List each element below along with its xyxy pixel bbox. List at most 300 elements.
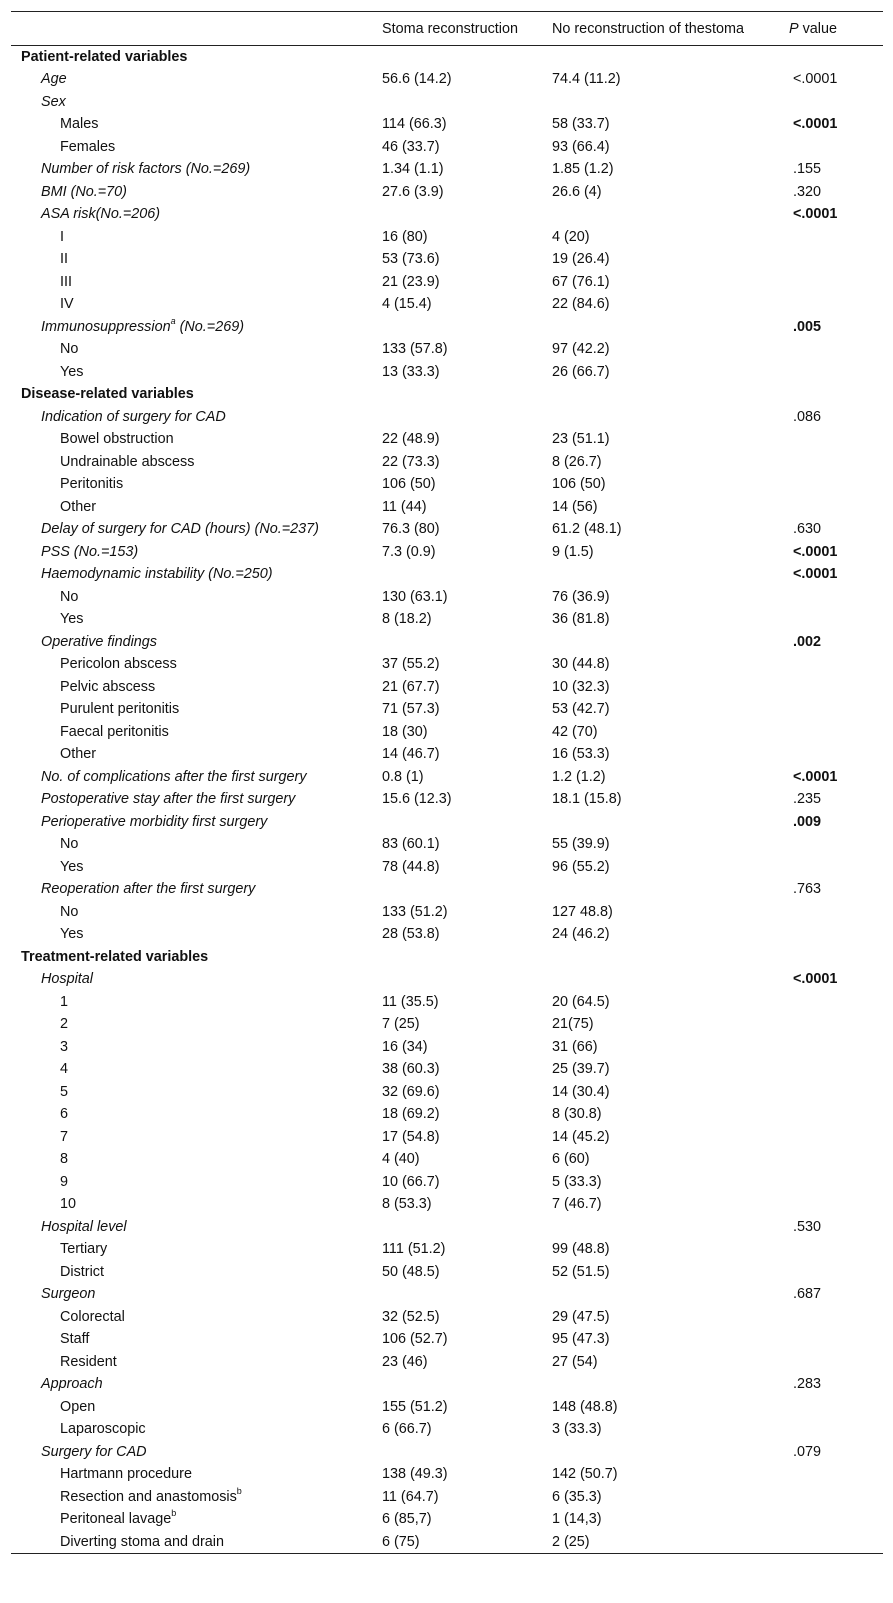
stoma-reconstruction-value: 6 (75) — [382, 1531, 552, 1554]
no-reconstruction-value: 93 (66.4) — [552, 138, 610, 155]
no-reconstruction-value — [552, 1373, 783, 1396]
row-label-text: Surgeon — [41, 1286, 96, 1303]
variable-label — [11, 181, 382, 204]
table-row — [11, 226, 883, 249]
stoma-reconstruction-value: 21 (23.9) — [382, 273, 440, 290]
row-label-text: 7 — [60, 1128, 69, 1145]
category-label — [11, 1058, 382, 1081]
p-value: <.0001 — [793, 566, 838, 583]
table-row — [11, 743, 883, 766]
row-label-text: Faecal peritonitis — [60, 723, 169, 740]
stoma-reconstruction-value: 14 (46.7) — [382, 746, 440, 763]
stoma-reconstruction-value: 7 (25) — [382, 1016, 420, 1033]
stoma-reconstruction-value — [382, 203, 552, 226]
row-label-text: Disease-related variables — [21, 386, 194, 403]
p-value — [783, 1238, 883, 1261]
header-variable — [11, 12, 382, 46]
stoma-reconstruction-value: 4 (40) — [382, 1151, 420, 1168]
table-row — [11, 1216, 883, 1239]
variable-label — [11, 788, 382, 811]
header-row — [11, 12, 883, 46]
row-label-text: Peritonitis — [60, 476, 124, 493]
no-reconstruction-value — [552, 1283, 783, 1306]
footnote-marker: b — [236, 1485, 242, 1496]
stoma-reconstruction-value: 4 (15.4) — [382, 296, 432, 313]
category-label — [11, 991, 382, 1014]
category-label — [11, 451, 382, 474]
stoma-reconstruction-value — [382, 968, 552, 991]
no-reconstruction-value: 95 (47.3) — [552, 1331, 610, 1348]
no-reconstruction-value — [552, 316, 783, 339]
no-reconstruction-value — [552, 878, 783, 901]
p-value: <.0001 — [793, 71, 838, 88]
table-row — [11, 91, 883, 114]
row-label-text: Other — [60, 746, 96, 763]
no-reconstruction-value: 31 (66) — [552, 1038, 598, 1055]
no-reconstruction-value: 20 (64.5) — [552, 993, 610, 1010]
no-reconstruction-value: 30 (44.8) — [552, 656, 610, 673]
stoma-reconstruction-value: 114 (66.3) — [382, 116, 447, 133]
no-reconstruction-value: 76 (36.9) — [552, 588, 610, 605]
stoma-reconstruction-value: 0.8 (1) — [382, 768, 424, 785]
p-value — [783, 248, 883, 271]
row-label-text: Yes — [60, 926, 84, 943]
row-label-text: 2 — [60, 1016, 69, 1033]
section-header-row — [11, 46, 883, 69]
variable-label — [11, 91, 382, 114]
stoma-reconstruction-value — [382, 1373, 552, 1396]
row-label-text: II — [60, 251, 68, 268]
stoma-reconstruction-value: 6 (85,7) — [382, 1511, 432, 1528]
variable-label — [11, 563, 382, 586]
no-reconstruction-value: 99 (48.8) — [552, 1241, 610, 1258]
variable-label — [11, 541, 382, 564]
p-value — [783, 1396, 883, 1419]
no-reconstruction-value: 23 (51.1) — [552, 431, 610, 448]
no-reconstruction-value: 1.2 (1.2) — [552, 768, 606, 785]
stoma-reconstruction-value: 8 (53.3) — [382, 1196, 432, 1213]
p-value — [783, 721, 883, 744]
stoma-reconstruction-value: 53 (73.6) — [382, 251, 440, 268]
category-label — [11, 856, 382, 879]
p-value — [783, 743, 883, 766]
no-reconstruction-value — [552, 203, 783, 226]
category-label — [11, 271, 382, 294]
stoma-reconstruction-value: 22 (48.9) — [382, 431, 440, 448]
no-reconstruction-value: 61.2 (48.1) — [552, 521, 622, 538]
p-value: .155 — [793, 161, 822, 178]
p-value — [783, 856, 883, 879]
table-row — [11, 653, 883, 676]
row-label-text: Resident — [60, 1353, 117, 1370]
row-label-text: Indication of surgery for CAD — [41, 408, 226, 425]
table-row — [11, 676, 883, 699]
p-value: .530 — [793, 1218, 822, 1235]
no-reconstruction-value: 25 (39.7) — [552, 1061, 610, 1078]
category-label — [11, 698, 382, 721]
no-reconstruction-value — [552, 563, 783, 586]
category-label — [11, 1396, 382, 1419]
category-label — [11, 361, 382, 384]
row-label-text: No. of complications after the first surgery — [41, 768, 307, 785]
no-reconstruction-value — [552, 91, 783, 114]
p-value: .235 — [793, 791, 822, 808]
row-label-text: Purulent peritonitis — [60, 701, 180, 718]
table-row — [11, 293, 883, 316]
category-label — [11, 1013, 382, 1036]
stoma-reconstruction-value: 6 (66.7) — [382, 1421, 432, 1438]
stoma-reconstruction-value: 18 (69.2) — [382, 1106, 440, 1123]
table-body — [11, 46, 883, 1554]
category-label — [11, 293, 382, 316]
stoma-reconstruction-value — [382, 316, 552, 339]
table-row — [11, 248, 883, 271]
no-reconstruction-value: 96 (55.2) — [552, 858, 610, 875]
no-reconstruction-value: 22 (84.6) — [552, 296, 610, 313]
category-label — [11, 608, 382, 631]
no-reconstruction-value: 14 (56) — [552, 498, 598, 515]
table-row — [11, 1171, 883, 1194]
table-row — [11, 113, 883, 136]
stoma-reconstruction-value: 38 (60.3) — [382, 1061, 440, 1078]
p-value — [783, 1351, 883, 1374]
category-label — [11, 428, 382, 451]
table-row — [11, 428, 883, 451]
stoma-reconstruction-value — [382, 1216, 552, 1239]
table-row — [11, 338, 883, 361]
no-reconstruction-value: 1.85 (1.2) — [552, 161, 614, 178]
p-value: .009 — [793, 813, 822, 830]
table-row — [11, 586, 883, 609]
no-reconstruction-value: 27 (54) — [552, 1353, 598, 1370]
header-stoma-reconstruction: Stoma reconstruction — [382, 12, 552, 46]
no-reconstruction-value: 67 (76.1) — [552, 273, 610, 290]
table-row — [11, 1396, 883, 1419]
table-row — [11, 1013, 883, 1036]
table-row — [11, 1373, 883, 1396]
section-title — [11, 946, 382, 969]
p-value — [783, 698, 883, 721]
p-value — [783, 1463, 883, 1486]
stoma-reconstruction-value: 16 (34) — [382, 1038, 428, 1055]
table-row — [11, 1328, 883, 1351]
p-value — [783, 473, 883, 496]
no-reconstruction-value: 127 48.8) — [552, 903, 613, 920]
stoma-reconstruction-value: 133 (51.2) — [382, 903, 448, 920]
data-table-container — [11, 11, 883, 1554]
stoma-reconstruction-value — [382, 878, 552, 901]
category-label — [11, 676, 382, 699]
category-label — [11, 901, 382, 924]
category-label — [11, 833, 382, 856]
no-reconstruction-value: 14 (45.2) — [552, 1128, 610, 1145]
stoma-reconstruction-value: 111 (51.2) — [382, 1241, 446, 1258]
variable-label — [11, 68, 382, 91]
table-row — [11, 1418, 883, 1441]
p-value — [783, 1058, 883, 1081]
stoma-reconstruction-value: 16 (80) — [382, 228, 428, 245]
row-label-text: Colorectal — [60, 1308, 125, 1325]
no-reconstruction-value: 42 (70) — [552, 723, 598, 740]
stoma-reconstruction-value: 13 (33.3) — [382, 363, 440, 380]
p-value — [783, 451, 883, 474]
row-label-text: Females — [60, 138, 116, 155]
row-label-text: I — [60, 228, 64, 245]
row-label-text: Age — [41, 71, 67, 88]
category-label — [11, 1081, 382, 1104]
row-label-text: Reoperation after the first surgery — [41, 881, 256, 898]
row-label-text: Approach — [41, 1376, 103, 1393]
p-value — [783, 1418, 883, 1441]
category-label — [11, 1418, 382, 1441]
stoma-reconstruction-value: 11 (35.5) — [382, 993, 439, 1010]
row-label-text: Surgery for CAD — [41, 1443, 147, 1460]
p-value — [783, 46, 883, 69]
row-label-text: Tertiary — [60, 1241, 108, 1258]
row-label-text: Sex — [41, 93, 66, 110]
section-title — [11, 46, 382, 69]
stoma-reconstruction-value: 37 (55.2) — [382, 656, 440, 673]
stoma-reconstruction-value: 106 (50) — [382, 476, 436, 493]
category-label — [11, 1508, 382, 1531]
no-reconstruction-value: 8 (26.7) — [552, 453, 602, 470]
row-label-text: Immunosuppression — [41, 318, 171, 335]
p-value: .630 — [793, 521, 822, 538]
category-label — [11, 1148, 382, 1171]
row-label-text: Operative findings — [41, 633, 157, 650]
p-value: .002 — [793, 633, 822, 650]
table-header — [11, 12, 883, 46]
category-label — [11, 1193, 382, 1216]
p-value — [783, 586, 883, 609]
table-row — [11, 878, 883, 901]
no-reconstruction-value: 148 (48.8) — [552, 1398, 618, 1415]
header-no-reconstruction: No reconstruction of thestoma — [552, 12, 783, 46]
table-row — [11, 1081, 883, 1104]
no-reconstruction-value: 10 (32.3) — [552, 678, 610, 695]
no-reconstruction-value: 52 (51.5) — [552, 1263, 610, 1280]
no-reconstruction-value: 6 (35.3) — [552, 1488, 602, 1505]
row-label-text: 9 — [60, 1173, 69, 1190]
category-label — [11, 721, 382, 744]
header-p-value — [783, 12, 883, 46]
table-row — [11, 1148, 883, 1171]
row-label-text: Other — [60, 498, 96, 515]
table-row — [11, 698, 883, 721]
stoma-reconstruction-value: 1.34 (1.1) — [382, 161, 444, 178]
no-reconstruction-value — [552, 46, 783, 69]
p-value — [783, 1103, 883, 1126]
no-reconstruction-value: 21(75) — [552, 1016, 594, 1033]
stoma-reconstruction-value: 46 (33.7) — [382, 138, 440, 155]
no-reconstruction-value — [552, 811, 783, 834]
category-label — [11, 496, 382, 519]
no-reconstruction-value: 7 (46.7) — [552, 1196, 602, 1213]
no-reconstruction-value: 9 (1.5) — [552, 543, 594, 560]
table-row — [11, 1531, 883, 1554]
no-reconstruction-value: 74.4 (11.2) — [552, 71, 621, 88]
p-value: <.0001 — [793, 768, 838, 785]
table-row — [11, 721, 883, 744]
no-reconstruction-value: 58 (33.7) — [552, 116, 610, 133]
p-value — [783, 226, 883, 249]
no-reconstruction-value: 142 (50.7) — [552, 1466, 618, 1483]
no-reconstruction-value: 6 (60) — [552, 1151, 590, 1168]
p-value — [783, 1306, 883, 1329]
table-row — [11, 766, 883, 789]
no-reconstruction-value: 26 (66.7) — [552, 363, 610, 380]
stoma-reconstruction-value: 15.6 (12.3) — [382, 791, 452, 808]
p-value — [783, 1126, 883, 1149]
table-row — [11, 788, 883, 811]
row-label-text: ASA risk(No.=206) — [41, 206, 161, 223]
variable-label — [11, 203, 382, 226]
comparison-table — [11, 11, 883, 1554]
p-value — [783, 1486, 883, 1509]
stoma-reconstruction-value: 7.3 (0.9) — [382, 543, 436, 560]
p-value — [783, 1171, 883, 1194]
table-row — [11, 1351, 883, 1374]
table-row — [11, 1441, 883, 1464]
category-label — [11, 1238, 382, 1261]
category-label — [11, 1036, 382, 1059]
no-reconstruction-value: 8 (30.8) — [552, 1106, 602, 1123]
variable-label — [11, 158, 382, 181]
variable-label — [11, 1441, 382, 1464]
table-row — [11, 1036, 883, 1059]
stoma-reconstruction-value: 76.3 (80) — [382, 521, 440, 538]
row-label-text: Perioperative morbidity first surgery — [41, 813, 268, 830]
stoma-reconstruction-value: 27.6 (3.9) — [382, 183, 444, 200]
stoma-reconstruction-value: 11 (44) — [382, 498, 427, 515]
no-reconstruction-value — [552, 383, 783, 406]
row-label-text: Delay of surgery for CAD (hours) (No.=237) — [41, 521, 319, 538]
category-label — [11, 586, 382, 609]
p-value — [783, 1193, 883, 1216]
p-value — [783, 901, 883, 924]
row-label-text: 3 — [60, 1038, 69, 1055]
category-label — [11, 1103, 382, 1126]
row-label-text: PSS (No.=153) — [41, 543, 139, 560]
no-reconstruction-value — [552, 631, 783, 654]
row-label-text: Number of risk factors (No.=269) — [41, 161, 251, 178]
table-row — [11, 1283, 883, 1306]
category-label — [11, 1126, 382, 1149]
row-label-text: Pelvic abscess — [60, 678, 156, 695]
footnote-marker: a — [170, 315, 176, 326]
p-value — [783, 1508, 883, 1531]
table-row — [11, 1463, 883, 1486]
p-value — [783, 91, 883, 114]
category-label — [11, 1328, 382, 1351]
table-row — [11, 473, 883, 496]
row-label-text: Yes — [60, 858, 84, 875]
row-label-text: No — [60, 588, 79, 605]
table-row — [11, 316, 883, 339]
row-label-text: Peritoneal lavage — [60, 1511, 172, 1528]
row-label-text: Yes — [60, 611, 84, 628]
variable-label — [11, 1373, 382, 1396]
no-reconstruction-value: 106 (50) — [552, 476, 606, 493]
table-row — [11, 158, 883, 181]
no-reconstruction-value: 14 (30.4) — [552, 1083, 610, 1100]
row-label-text: Undrainable abscess — [60, 453, 195, 470]
stoma-reconstruction-value: 22 (73.3) — [382, 453, 440, 470]
table-row — [11, 1508, 883, 1531]
table-row — [11, 901, 883, 924]
category-label — [11, 743, 382, 766]
category-label — [11, 1171, 382, 1194]
no-reconstruction-value: 2 (25) — [552, 1531, 783, 1554]
table-row — [11, 1193, 883, 1216]
category-label — [11, 473, 382, 496]
no-reconstruction-value: 53 (42.7) — [552, 701, 610, 718]
table-row — [11, 68, 883, 91]
table-row — [11, 181, 883, 204]
table-row — [11, 1058, 883, 1081]
row-label-text: 1 — [60, 993, 69, 1010]
stoma-reconstruction-value — [382, 631, 552, 654]
row-label-text: Hospital — [41, 971, 93, 988]
p-value: <.0001 — [793, 206, 838, 223]
header-p-rest: value — [798, 20, 838, 37]
table-row — [11, 136, 883, 159]
row-label-text: Open — [60, 1398, 96, 1415]
row-label-text: Laparoscopic — [60, 1421, 146, 1438]
table-row — [11, 406, 883, 429]
row-label-text: Hartmann procedure — [60, 1466, 192, 1483]
category-label — [11, 1486, 382, 1509]
p-value — [783, 383, 883, 406]
variable-label — [11, 406, 382, 429]
p-value: <.0001 — [793, 971, 838, 988]
p-value — [783, 1036, 883, 1059]
p-value — [783, 1531, 883, 1554]
no-reconstruction-value — [552, 1216, 783, 1239]
table-row — [11, 811, 883, 834]
stoma-reconstruction-value — [382, 563, 552, 586]
p-value — [783, 136, 883, 159]
header-p-letter: P — [789, 20, 799, 37]
p-value: .005 — [793, 318, 822, 335]
stoma-reconstruction-value: 10 (66.7) — [382, 1173, 440, 1190]
no-reconstruction-value: 97 (42.2) — [552, 341, 610, 358]
no-reconstruction-value: 19 (26.4) — [552, 251, 610, 268]
table-row — [11, 968, 883, 991]
stoma-reconstruction-value: 83 (60.1) — [382, 836, 440, 853]
stoma-reconstruction-value: 130 (63.1) — [382, 588, 448, 605]
variable-label — [11, 1283, 382, 1306]
p-value — [783, 496, 883, 519]
row-label-text: Pericolon abscess — [60, 656, 177, 673]
no-reconstruction-value: 1 (14,3) — [552, 1511, 602, 1528]
row-label-text: Patient-related variables — [21, 49, 188, 65]
category-label — [11, 1351, 382, 1374]
variable-label — [11, 631, 382, 654]
category-label — [11, 248, 382, 271]
p-value — [783, 991, 883, 1014]
footnote-marker: b — [171, 1508, 177, 1519]
stoma-reconstruction-value: 71 (57.3) — [382, 701, 440, 718]
stoma-reconstruction-value: 138 (49.3) — [382, 1466, 448, 1483]
p-value — [783, 676, 883, 699]
stoma-reconstruction-value — [382, 383, 552, 406]
row-label-text: Diverting stoma and drain — [60, 1533, 224, 1550]
table-row — [11, 518, 883, 541]
p-value — [783, 1013, 883, 1036]
stoma-reconstruction-value: 21 (67.7) — [382, 678, 440, 695]
row-label-text: 5 — [60, 1083, 69, 1100]
